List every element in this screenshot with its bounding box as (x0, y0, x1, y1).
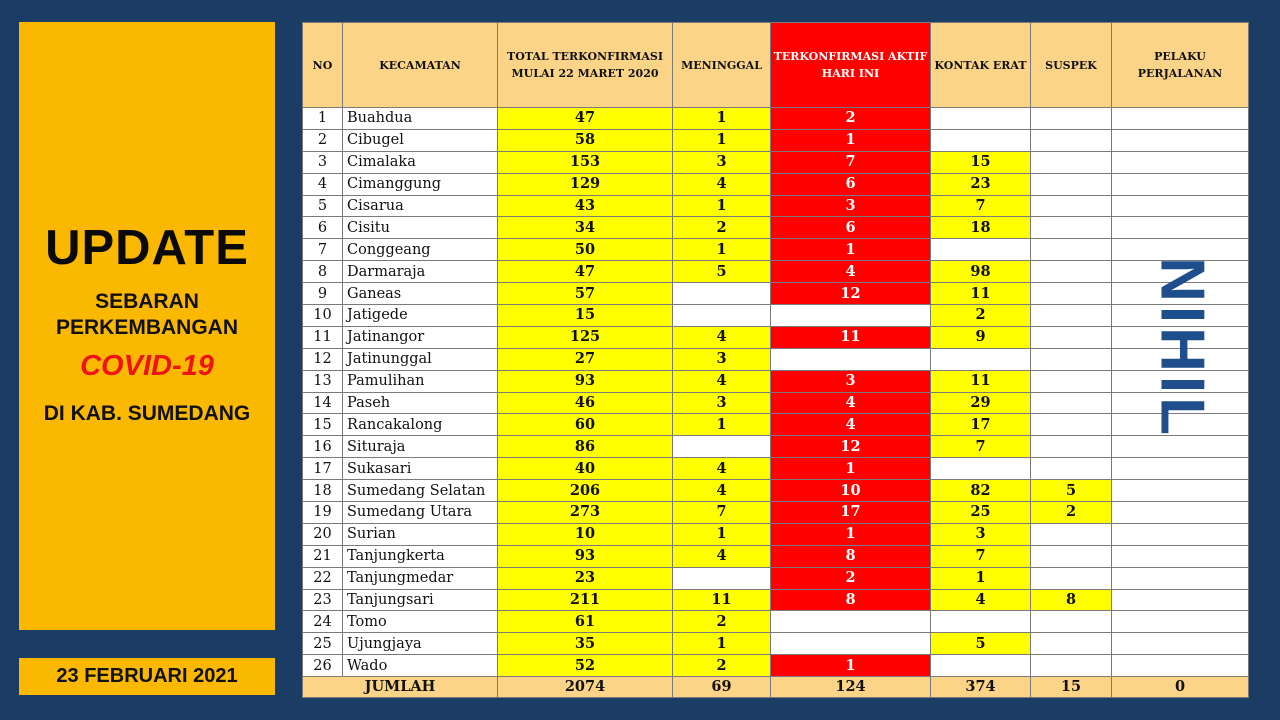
cell-pelaku-perjalanan (1112, 523, 1249, 545)
cell-no: 20 (303, 523, 343, 545)
cell-pelaku-perjalanan (1112, 502, 1249, 524)
cell-kontak-erat (931, 458, 1031, 480)
cell-meninggal: 4 (673, 326, 771, 348)
cell-suspek (1031, 239, 1112, 261)
cell-aktif: 6 (771, 217, 931, 239)
cell-meninggal: 1 (673, 633, 771, 655)
cell-no: 3 (303, 151, 343, 173)
total-kontak: 374 (931, 677, 1031, 698)
cell-meninggal: 2 (673, 217, 771, 239)
cell-kecamatan: Rancakalong (343, 414, 498, 436)
table-row (303, 436, 1249, 458)
cell-suspek: 8 (1031, 589, 1112, 611)
cell-kecamatan: Jatigede (343, 305, 498, 327)
cell-suspek (1031, 217, 1112, 239)
cell-total: 43 (498, 195, 673, 217)
cell-kontak-erat: 29 (931, 392, 1031, 414)
total-label: JUMLAH (303, 677, 498, 698)
cell-suspek (1031, 173, 1112, 195)
cell-pelaku-perjalanan (1112, 480, 1249, 502)
table-row (303, 392, 1249, 414)
cell-total: 15 (498, 305, 673, 327)
cell-pelaku-perjalanan (1112, 108, 1249, 130)
cell-pelaku-perjalanan (1112, 261, 1249, 283)
cell-kontak-erat: 11 (931, 283, 1031, 305)
cell-kecamatan: Tanjungkerta (343, 545, 498, 567)
cell-total: 58 (498, 129, 673, 151)
table-row (303, 348, 1249, 370)
cell-kecamatan: Cimalaka (343, 151, 498, 173)
cell-meninggal: 3 (673, 392, 771, 414)
table-row (303, 502, 1249, 524)
cell-meninggal: 3 (673, 348, 771, 370)
cell-total: 35 (498, 633, 673, 655)
cell-pelaku-perjalanan (1112, 633, 1249, 655)
cell-aktif: 11 (771, 326, 931, 348)
table-body (303, 108, 1249, 698)
cell-pelaku-perjalanan (1112, 414, 1249, 436)
cell-kecamatan: Paseh (343, 392, 498, 414)
cell-suspek (1031, 436, 1112, 458)
cell-meninggal: 11 (673, 589, 771, 611)
cell-pelaku-perjalanan (1112, 370, 1249, 392)
cell-kontak-erat: 1 (931, 567, 1031, 589)
cell-kecamatan: Ganeas (343, 283, 498, 305)
table-row (303, 173, 1249, 195)
cell-suspek (1031, 348, 1112, 370)
cell-aktif: 7 (771, 151, 931, 173)
cell-meninggal: 7 (673, 502, 771, 524)
cell-aktif: 8 (771, 589, 931, 611)
cell-no: 13 (303, 370, 343, 392)
cell-suspek (1031, 392, 1112, 414)
cell-no: 17 (303, 458, 343, 480)
header-suspek: SUSPEK (1031, 23, 1112, 108)
cell-kontak-erat (931, 611, 1031, 633)
cell-suspek (1031, 370, 1112, 392)
cell-no: 23 (303, 589, 343, 611)
table-row (303, 567, 1249, 589)
header-total: TOTAL TERKONFIRMASI MULAI 22 MARET 2020 (498, 23, 673, 108)
total-pelaku: 0 (1112, 677, 1249, 698)
covid-label: COVID-19 (80, 350, 214, 382)
cell-kontak-erat: 17 (931, 414, 1031, 436)
cell-kontak-erat: 9 (931, 326, 1031, 348)
cell-meninggal (673, 283, 771, 305)
cell-aktif: 12 (771, 436, 931, 458)
cell-total: 93 (498, 370, 673, 392)
nihil-text: NIHIL (1147, 257, 1217, 439)
subtitle-line-2: PERKEMBANGAN (55, 316, 238, 339)
cell-kontak-erat: 25 (931, 502, 1031, 524)
cell-kecamatan: Sumedang Selatan (343, 480, 498, 502)
cell-kontak-erat (931, 655, 1031, 677)
total-meninggal: 69 (673, 677, 771, 698)
cell-no: 8 (303, 261, 343, 283)
cell-total: 47 (498, 261, 673, 283)
cell-pelaku-perjalanan (1112, 326, 1249, 348)
cell-kecamatan: Sukasari (343, 458, 498, 480)
cell-aktif (771, 305, 931, 327)
cell-pelaku-perjalanan (1112, 173, 1249, 195)
cell-suspek (1031, 129, 1112, 151)
cell-kontak-erat (931, 129, 1031, 151)
cell-total: 47 (498, 108, 673, 130)
cell-kecamatan: Cimanggung (343, 173, 498, 195)
cell-suspek (1031, 261, 1112, 283)
cell-total: 206 (498, 480, 673, 502)
cell-total: 10 (498, 523, 673, 545)
cell-total: 34 (498, 217, 673, 239)
header-aktif: TERKONFIRMASI AKTIF HARI INI (771, 23, 931, 108)
table-row (303, 108, 1249, 130)
cell-no: 26 (303, 655, 343, 677)
cell-no: 25 (303, 633, 343, 655)
cell-aktif: 8 (771, 545, 931, 567)
header-meninggal: MENINGGAL (673, 23, 771, 108)
cell-total: 86 (498, 436, 673, 458)
table-row (303, 326, 1249, 348)
table-row (303, 523, 1249, 545)
table-row (303, 458, 1249, 480)
cell-pelaku-perjalanan (1112, 545, 1249, 567)
table-row (303, 545, 1249, 567)
cell-meninggal (673, 305, 771, 327)
table-row (303, 480, 1249, 502)
cell-aktif: 3 (771, 370, 931, 392)
cell-kontak-erat (931, 348, 1031, 370)
table-row (303, 151, 1249, 173)
cell-meninggal: 1 (673, 195, 771, 217)
cell-kecamatan: Jatinangor (343, 326, 498, 348)
table-row (303, 283, 1249, 305)
covid-table-container (302, 22, 1248, 695)
cell-suspek (1031, 414, 1112, 436)
table-row (303, 195, 1249, 217)
total-suspek: 15 (1031, 677, 1112, 698)
header-no: NO (303, 23, 343, 108)
cell-aktif: 1 (771, 129, 931, 151)
cell-total: 153 (498, 151, 673, 173)
cell-meninggal: 1 (673, 108, 771, 130)
table-row (303, 589, 1249, 611)
cell-aktif (771, 348, 931, 370)
cell-kecamatan: Conggeang (343, 239, 498, 261)
cell-total: 93 (498, 545, 673, 567)
cell-no: 12 (303, 348, 343, 370)
cell-meninggal: 1 (673, 129, 771, 151)
cell-pelaku-perjalanan (1112, 392, 1249, 414)
cell-kecamatan: Cibugel (343, 129, 498, 151)
cell-kecamatan: Tanjungsari (343, 589, 498, 611)
table-row (303, 261, 1249, 283)
cell-pelaku-perjalanan (1112, 436, 1249, 458)
cell-pelaku-perjalanan (1112, 348, 1249, 370)
total-total: 2074 (498, 677, 673, 698)
table-row (303, 655, 1249, 677)
cell-suspek: 5 (1031, 480, 1112, 502)
cell-suspek: 2 (1031, 502, 1112, 524)
cell-meninggal: 4 (673, 545, 771, 567)
total-row (303, 677, 1249, 698)
cell-no: 7 (303, 239, 343, 261)
cell-total: 46 (498, 392, 673, 414)
cell-aktif: 3 (771, 195, 931, 217)
table-row (303, 633, 1249, 655)
cell-total: 50 (498, 239, 673, 261)
cell-kecamatan: Surian (343, 523, 498, 545)
cell-suspek (1031, 326, 1112, 348)
cell-total: 57 (498, 283, 673, 305)
cell-meninggal: 4 (673, 173, 771, 195)
cell-no: 21 (303, 545, 343, 567)
cell-kontak-erat: 15 (931, 151, 1031, 173)
cell-aktif (771, 633, 931, 655)
cell-suspek (1031, 195, 1112, 217)
cell-kontak-erat: 23 (931, 173, 1031, 195)
table-row (303, 370, 1249, 392)
table-row (303, 217, 1249, 239)
cell-aktif: 4 (771, 414, 931, 436)
cell-meninggal (673, 567, 771, 589)
cell-kontak-erat: 11 (931, 370, 1031, 392)
cell-suspek (1031, 458, 1112, 480)
cell-kecamatan: Sumedang Utara (343, 502, 498, 524)
cell-meninggal: 1 (673, 414, 771, 436)
cell-total: 27 (498, 348, 673, 370)
cell-kecamatan: Cisarua (343, 195, 498, 217)
cell-no: 11 (303, 326, 343, 348)
cell-meninggal: 1 (673, 239, 771, 261)
cell-kontak-erat: 82 (931, 480, 1031, 502)
cell-aktif: 6 (771, 173, 931, 195)
cell-kontak-erat: 98 (931, 261, 1031, 283)
cell-suspek (1031, 283, 1112, 305)
cell-kecamatan: Tanjungmedar (343, 567, 498, 589)
cell-kecamatan: Tomo (343, 611, 498, 633)
cell-total: 52 (498, 655, 673, 677)
table-row (303, 305, 1249, 327)
headline: UPDATE (45, 221, 249, 275)
header-kontak-erat: KONTAK ERAT (931, 23, 1031, 108)
cell-total: 211 (498, 589, 673, 611)
cell-suspek (1031, 108, 1112, 130)
cell-total: 23 (498, 567, 673, 589)
cell-no: 1 (303, 108, 343, 130)
cell-kecamatan: Ujungjaya (343, 633, 498, 655)
cell-aktif: 10 (771, 480, 931, 502)
cell-kontak-erat: 4 (931, 589, 1031, 611)
cell-pelaku-perjalanan (1112, 305, 1249, 327)
cell-kecamatan: Jatinunggal (343, 348, 498, 370)
cell-suspek (1031, 151, 1112, 173)
cell-suspek (1031, 611, 1112, 633)
cell-kontak-erat (931, 108, 1031, 130)
cell-kecamatan: Cisitu (343, 217, 498, 239)
cell-pelaku-perjalanan (1112, 239, 1249, 261)
cell-no: 14 (303, 392, 343, 414)
header-pelaku-perjalanan: PELAKU PERJALANAN (1112, 23, 1249, 108)
covid-table (302, 22, 1249, 698)
cell-kontak-erat: 2 (931, 305, 1031, 327)
cell-pelaku-perjalanan (1112, 567, 1249, 589)
cell-total: 40 (498, 458, 673, 480)
cell-no: 9 (303, 283, 343, 305)
cell-suspek (1031, 567, 1112, 589)
subtitle-line-1: SEBARAN (95, 290, 199, 313)
cell-pelaku-perjalanan (1112, 151, 1249, 173)
cell-aktif: 1 (771, 239, 931, 261)
cell-aktif: 4 (771, 261, 931, 283)
cell-aktif: 4 (771, 392, 931, 414)
cell-no: 16 (303, 436, 343, 458)
table-row (303, 129, 1249, 151)
cell-aktif: 2 (771, 567, 931, 589)
cell-meninggal: 3 (673, 151, 771, 173)
cell-no: 5 (303, 195, 343, 217)
cell-kecamatan: Situraja (343, 436, 498, 458)
cell-no: 18 (303, 480, 343, 502)
table-header-row (303, 23, 1249, 108)
cell-no: 24 (303, 611, 343, 633)
cell-kontak-erat: 7 (931, 545, 1031, 567)
cell-aktif: 17 (771, 502, 931, 524)
cell-pelaku-perjalanan (1112, 458, 1249, 480)
cell-suspek (1031, 633, 1112, 655)
cell-pelaku-perjalanan (1112, 283, 1249, 305)
cell-pelaku-perjalanan (1112, 129, 1249, 151)
cell-total: 125 (498, 326, 673, 348)
cell-kontak-erat: 5 (931, 633, 1031, 655)
cell-no: 10 (303, 305, 343, 327)
cell-pelaku-perjalanan (1112, 217, 1249, 239)
cell-total: 60 (498, 414, 673, 436)
cell-meninggal: 2 (673, 611, 771, 633)
cell-meninggal: 5 (673, 261, 771, 283)
cell-pelaku-perjalanan (1112, 611, 1249, 633)
cell-meninggal: 2 (673, 655, 771, 677)
cell-aktif: 2 (771, 108, 931, 130)
cell-total: 129 (498, 173, 673, 195)
cell-kontak-erat: 18 (931, 217, 1031, 239)
cell-no: 22 (303, 567, 343, 589)
cell-no: 2 (303, 129, 343, 151)
cell-pelaku-perjalanan (1112, 589, 1249, 611)
cell-pelaku-perjalanan (1112, 195, 1249, 217)
cell-suspek (1031, 655, 1112, 677)
table-row (303, 414, 1249, 436)
cell-no: 4 (303, 173, 343, 195)
cell-kontak-erat: 7 (931, 436, 1031, 458)
cell-kecamatan: Darmaraja (343, 261, 498, 283)
cell-aktif: 1 (771, 655, 931, 677)
cell-meninggal: 4 (673, 480, 771, 502)
cell-meninggal (673, 436, 771, 458)
cell-kecamatan: Wado (343, 655, 498, 677)
cell-meninggal: 1 (673, 523, 771, 545)
cell-aktif: 1 (771, 523, 931, 545)
cell-no: 6 (303, 217, 343, 239)
cell-meninggal: 4 (673, 458, 771, 480)
cell-total: 61 (498, 611, 673, 633)
cell-aktif (771, 611, 931, 633)
cell-meninggal: 4 (673, 370, 771, 392)
total-aktif: 124 (771, 677, 931, 698)
header-kecamatan: KECAMATAN (343, 23, 498, 108)
cell-kontak-erat: 7 (931, 195, 1031, 217)
cell-total: 273 (498, 502, 673, 524)
cell-kecamatan: Pamulihan (343, 370, 498, 392)
cell-no: 19 (303, 502, 343, 524)
cell-suspek (1031, 305, 1112, 327)
table-row (303, 611, 1249, 633)
cell-aktif: 12 (771, 283, 931, 305)
table-row (303, 239, 1249, 261)
cell-pelaku-perjalanan (1112, 655, 1249, 677)
cell-suspek (1031, 545, 1112, 567)
cell-aktif: 1 (771, 458, 931, 480)
cell-suspek (1031, 523, 1112, 545)
cell-kontak-erat (931, 239, 1031, 261)
region-label: DI KAB. SUMEDANG (43, 402, 251, 425)
cell-kecamatan: Buahdua (343, 108, 498, 130)
cell-no: 15 (303, 414, 343, 436)
cell-kontak-erat: 3 (931, 523, 1031, 545)
date-badge: 23 FEBRUARI 2021 (19, 658, 275, 695)
title-panel (19, 22, 275, 630)
